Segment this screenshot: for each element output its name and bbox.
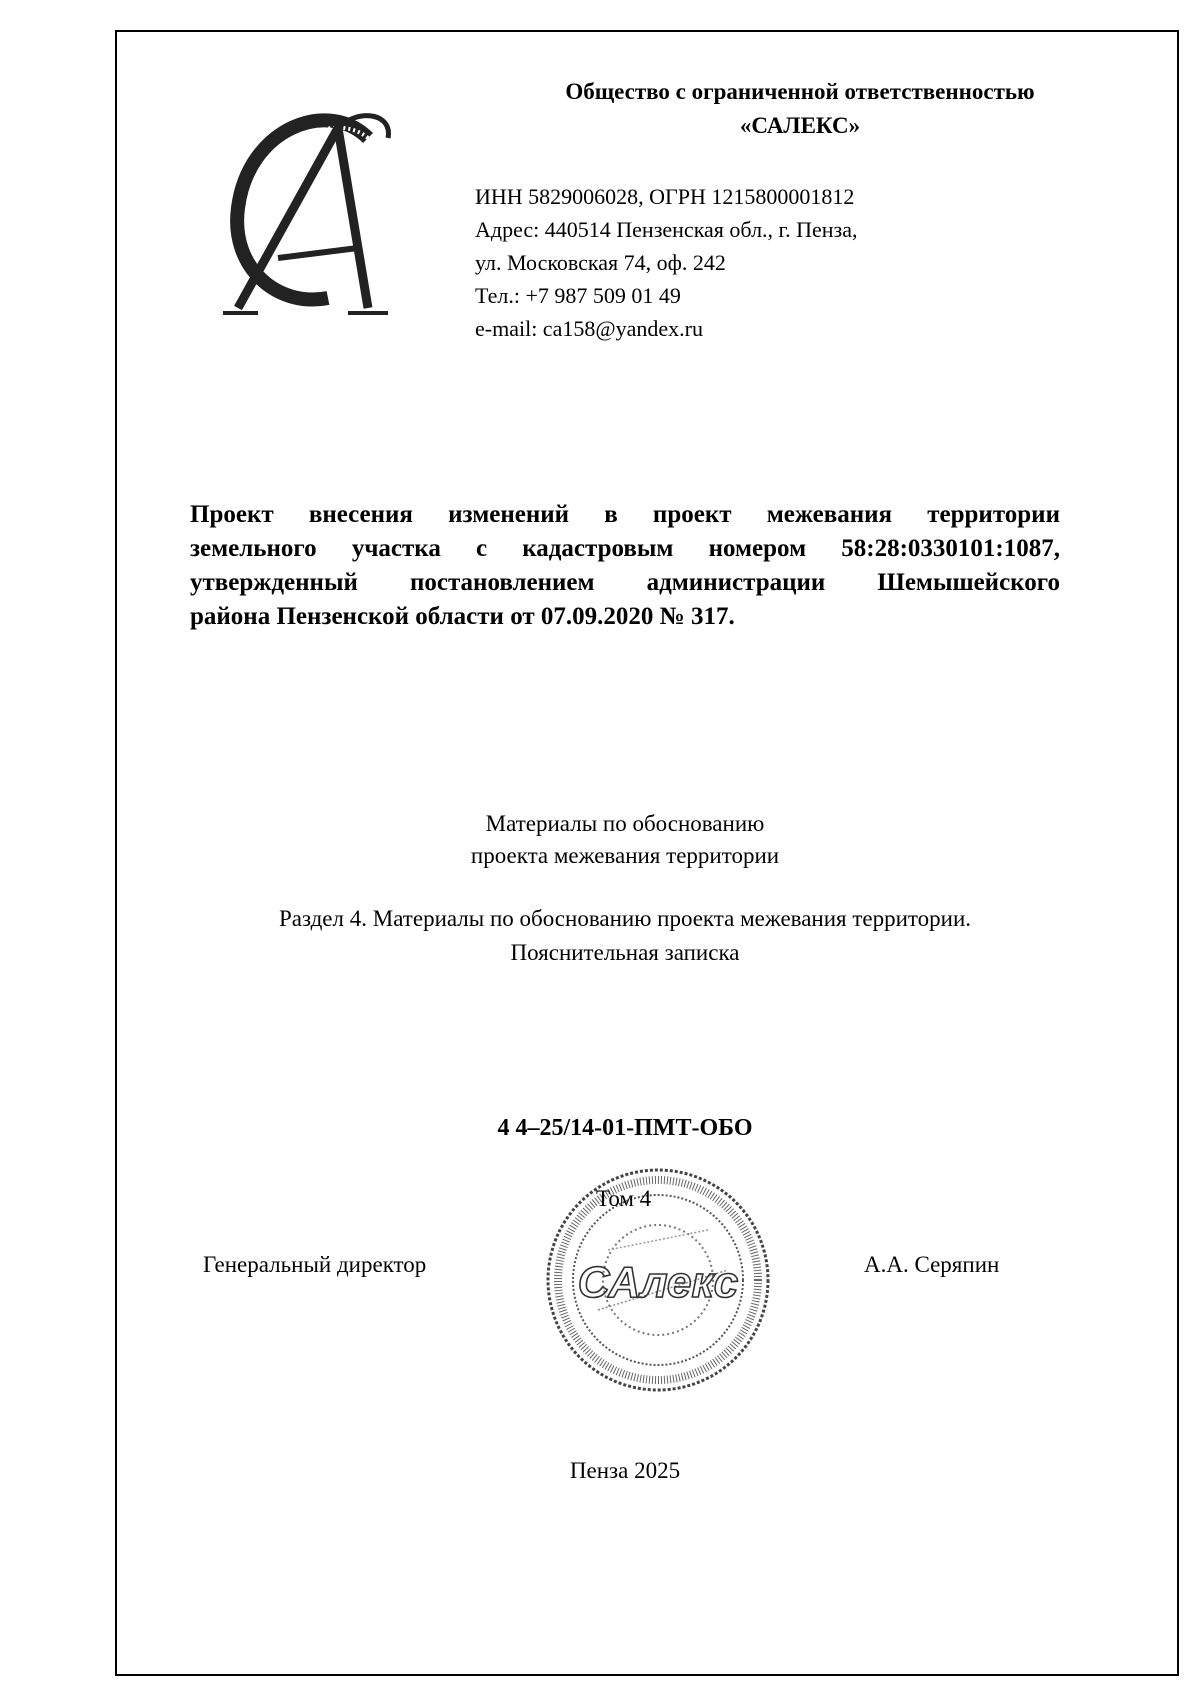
city-year: Пенза 2025 [569,1458,681,1483]
section-line1: Раздел 4. Материалы по обоснованию проекта межевания территории. [278,906,972,931]
title-line3: утвержденный постановлением администрации Шемышейского [190,569,1060,596]
company-seal-stamp [538,1160,778,1400]
materials-heading [190,808,1060,872]
title-line2: земельного участка с кадастровым номером 58:28:0330101:1087, [190,535,1060,562]
company-name-line2: «САЛЕКС» [739,113,861,138]
document-code: 4 4–25/14-01-ПМТ-ОБО [497,1115,753,1141]
phone: Тел.: +7 987 509 01 49 [475,283,681,308]
email: e-mail: ca158@yandex.ru [475,316,703,341]
address-line2: ул. Московская 74, оф. 242 [475,250,726,275]
inn-ogrn: ИНН 5829006028, ОГРН 1215800001812 [475,184,855,209]
signatory-position: Генеральный директор [203,1252,427,1277]
volume-number: Том 4 [596,1186,652,1211]
company-name [500,75,1100,143]
seal-text: САлекс [577,1258,739,1307]
materials-line1: Материалы по обоснованию [485,811,765,836]
section-heading [190,902,1060,970]
company-monogram-logo [218,108,398,318]
title-line1: Проект внесения изменений в проект межевания территории [190,501,1060,528]
materials-line2: проекта межевания территории [470,843,780,868]
signatory-name: А.А. Серяпин [864,1252,1000,1277]
company-contacts [475,180,857,345]
company-name-line1: Общество с ограниченной ответственностью [565,79,1035,104]
document-title [190,498,1060,634]
address-line1: Адрес: 440514 Пензенская обл., г. Пенза, [475,217,858,242]
title-line4: района Пензенской области от 07.09.2020 № 317. [190,603,735,630]
section-line2: Пояснительная записка [510,940,740,965]
